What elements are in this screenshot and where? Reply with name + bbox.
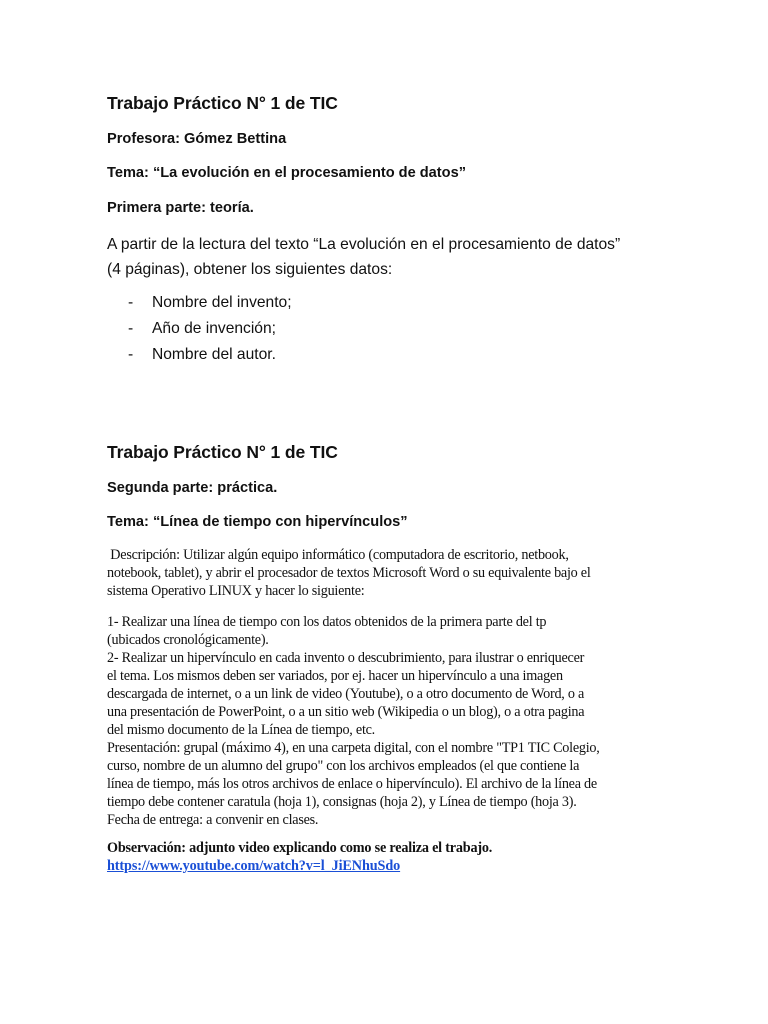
instruction-line: (ubicados cronológicamente). xyxy=(107,632,269,648)
section1-intro xyxy=(107,232,620,282)
instruction-line: 1- Realizar una línea de tiempo con los datos obtenidos de la primera parte del tp xyxy=(107,614,547,630)
list-item: - Nombre del invento; xyxy=(107,290,292,316)
instruction-line: una presentación de PowerPoint, o a un sitio web (Wikipedia o un blog), o a otra pagina xyxy=(107,704,585,720)
description-paragraph xyxy=(107,546,591,600)
instruction-line: el tema. Los mismos deben ser variados, por ej. hacer un hipervínculo a una imagen xyxy=(107,668,563,684)
instruction-line: Presentación: grupal (máximo 4), en una carpeta digital, con el nombre "TP1 TIC Colegio, xyxy=(107,740,600,756)
list-item: - Nombre del autor. xyxy=(107,342,292,368)
dash-bullet: - xyxy=(128,320,134,337)
instruction-line: Fecha de entrega: a convenir en clases. xyxy=(107,812,319,828)
description-line: Descripción: Utilizar algún equipo informático (computadora de escritorio, netbook, xyxy=(107,547,569,563)
instruction-line: tiempo debe contener caratula (hoja 1), consignas (hoja 2), y Línea de tiempo (hoja 3). xyxy=(107,794,577,810)
section1-teacher: Profesora: Gómez Bettina xyxy=(107,131,287,147)
instruction-line: 2- Realizar un hipervínculo en cada invento o descubrimiento, para ilustrar o enriquecer xyxy=(107,650,585,666)
instruction-line: del mismo documento de la Línea de tiempo, etc. xyxy=(107,722,375,738)
section2-part: Segunda parte: práctica. xyxy=(107,480,278,496)
youtube-video-link[interactable]: https://www.youtube.com/watch?v=l_JiENhuSdo xyxy=(107,858,401,874)
dash-bullet: - xyxy=(128,346,134,363)
dash-bullet: - xyxy=(128,294,134,311)
intro-line: (4 páginas), obtener los siguientes datos: xyxy=(107,261,393,278)
section1-part: Primera parte: teoría. xyxy=(107,200,254,216)
description-line: notebook, tablet), y abrir el procesador de textos Microsoft Word o su equivalente bajo el xyxy=(107,565,591,581)
instructions-paragraph xyxy=(107,613,600,829)
section1-topic: Tema: “La evolución en el procesamiento de datos” xyxy=(107,165,466,181)
section2-topic: Tema: “Línea de tiempo con hipervínculos” xyxy=(107,514,408,530)
instruction-line: línea de tiempo, más los otros archivos de enlace o hipervínculo). El archivo de la línea de xyxy=(107,776,597,792)
observation-text: Observación: adjunto video explicando como se realiza el trabajo. xyxy=(107,840,493,856)
description-line: sistema Operativo LINUX y hacer lo siguiente: xyxy=(107,583,365,599)
intro-line: A partir de la lectura del texto “La evolución en el procesamiento de datos” xyxy=(107,236,621,253)
required-data-list xyxy=(107,290,292,368)
instruction-line: curso, nombre de un alumno del grupo" con los archivos empleados (el que contiene la xyxy=(107,758,580,774)
section2-title: Trabajo Práctico N° 1 de TIC xyxy=(107,442,338,462)
section1-title: Trabajo Práctico N° 1 de TIC xyxy=(107,93,338,113)
list-item: - Año de invención; xyxy=(107,316,292,342)
instruction-line: descargada de internet, o a un link de video (Youtube), o a otro documento de Word, o a xyxy=(107,686,585,702)
